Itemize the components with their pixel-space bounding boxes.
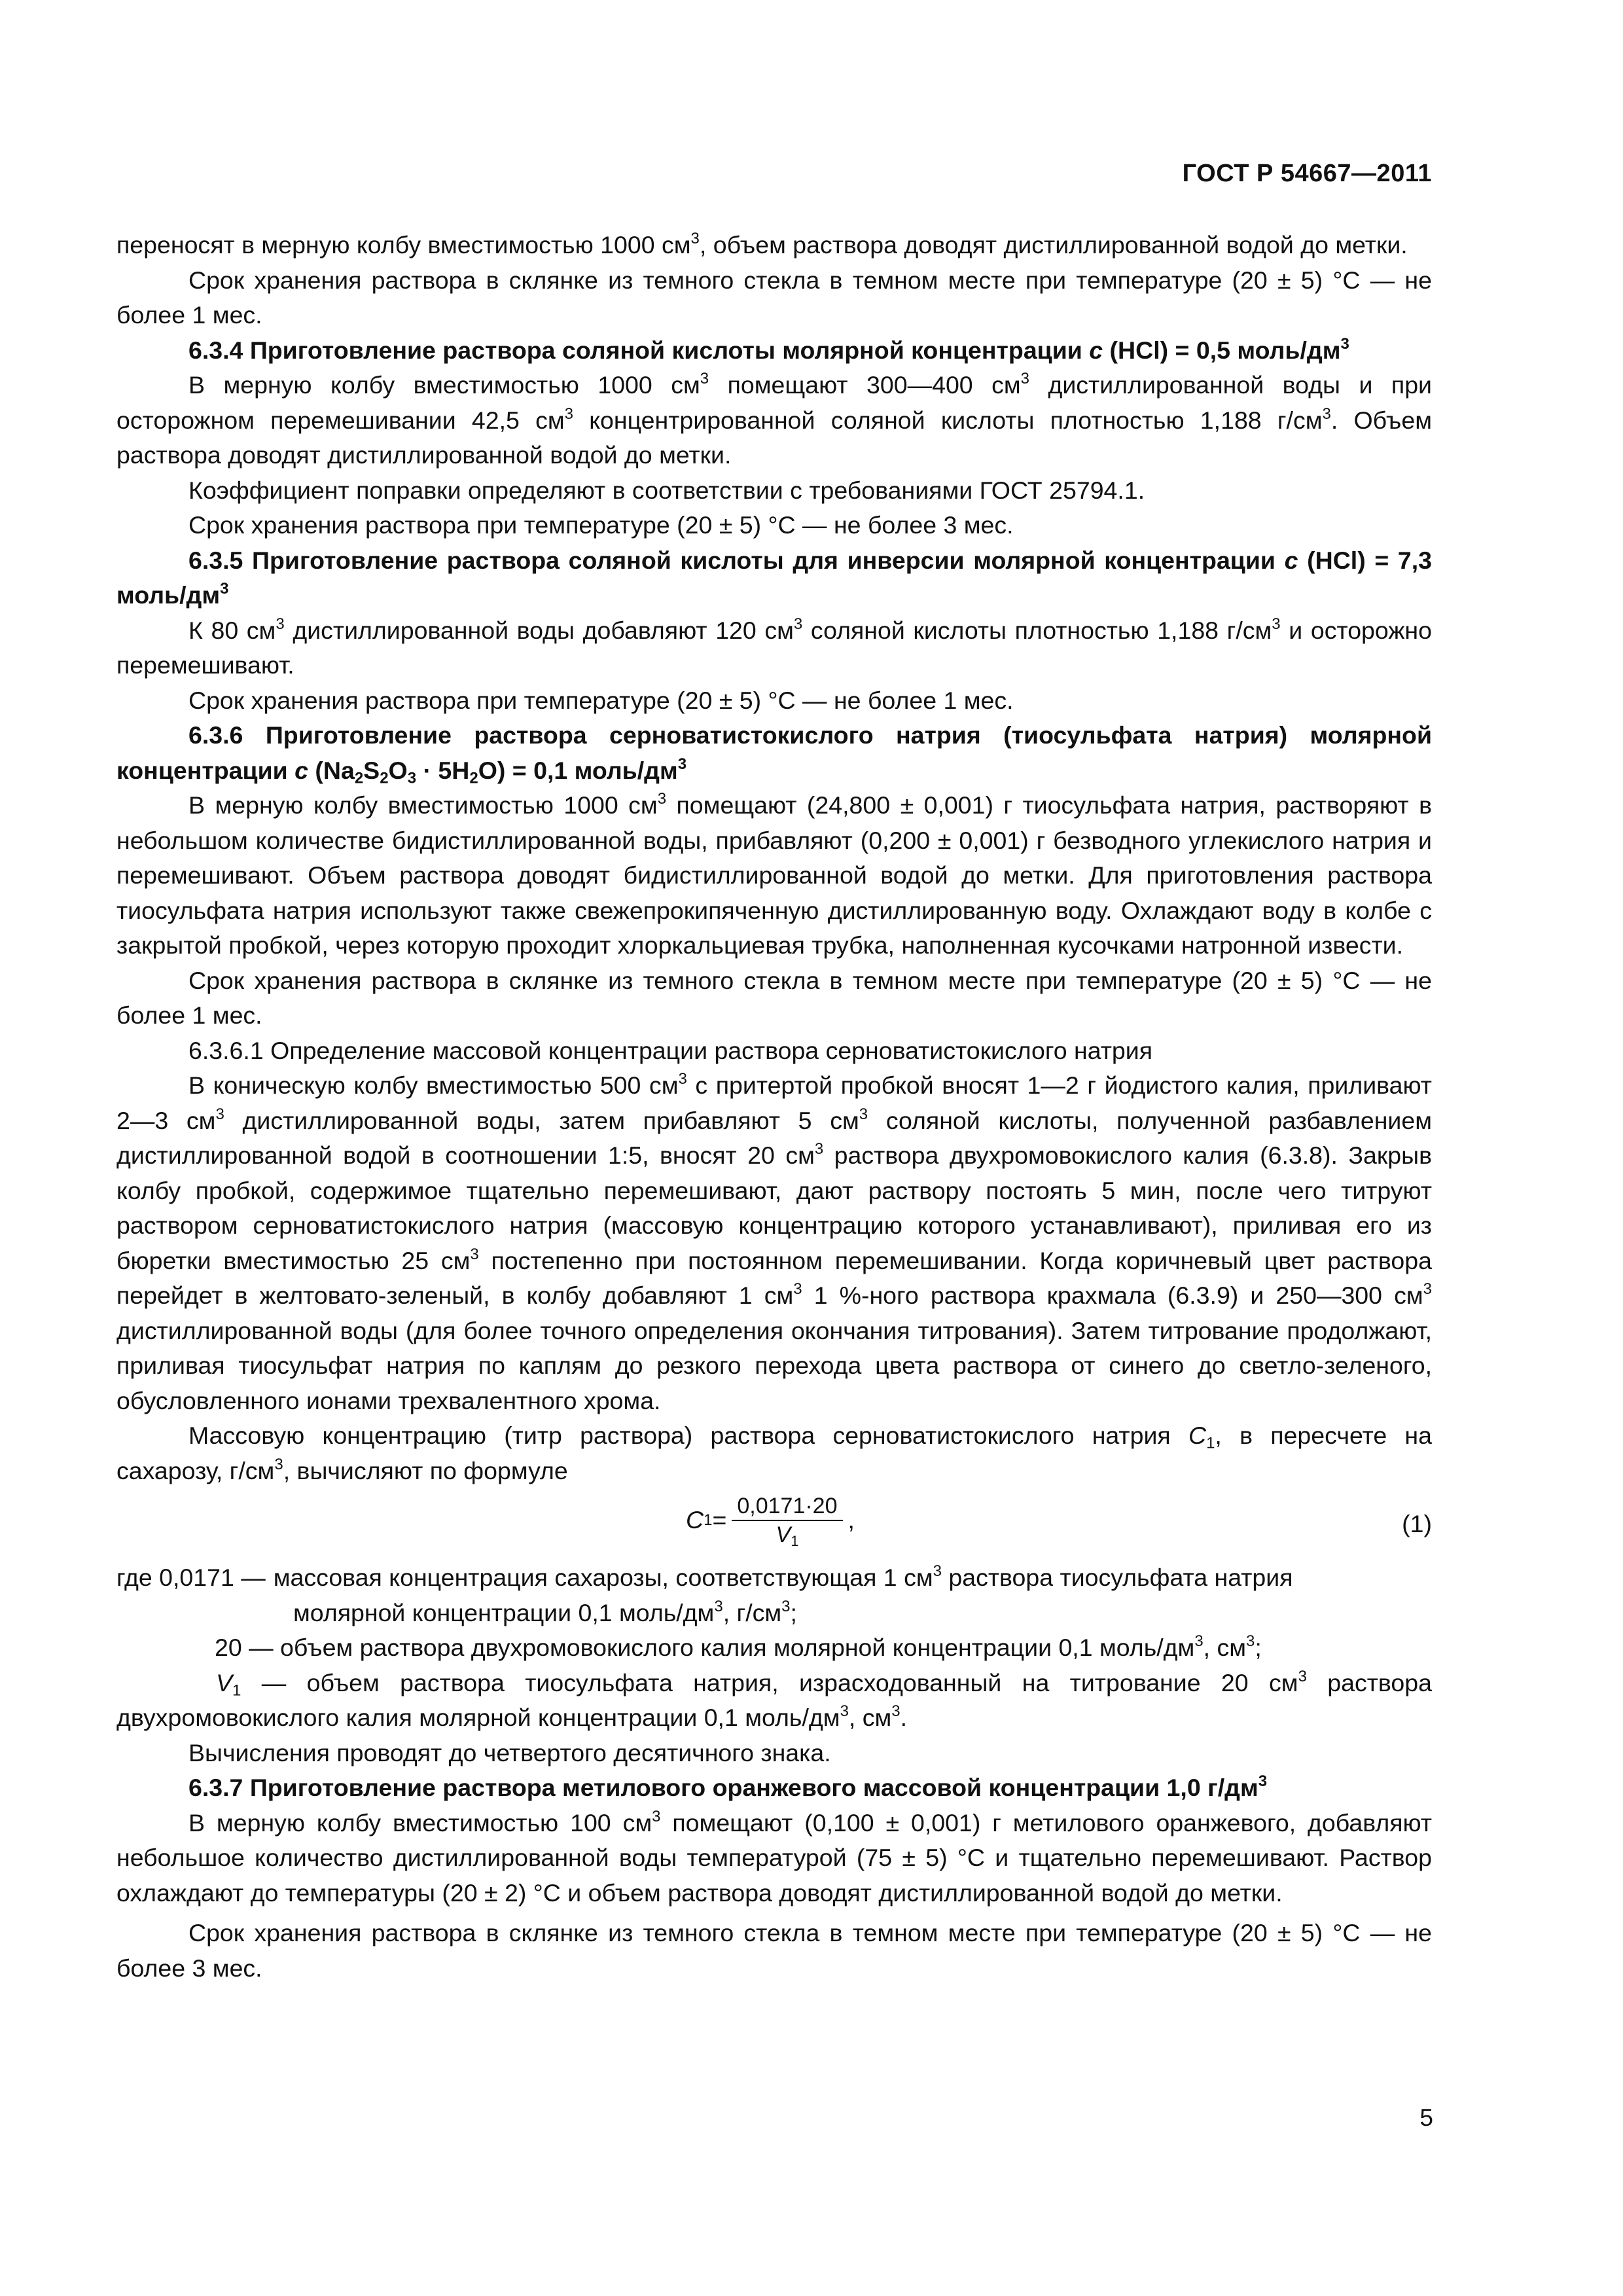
paragraph: Вычисления проводят до четвертого десятичного знака. <box>188 1738 831 1767</box>
formula-block <box>116 1488 1432 1560</box>
where-definition-continuation: молярной концентрации 0,1 моль/$дм^3$, $г/см^3$; <box>293 1597 797 1626</box>
equation-number: (1) <box>1402 1510 1432 1537</box>
paragraph: Срок хранения раствора в склянке из темного стекла в темном месте при температуре (20 ± 5) °С — не более 1 мес. <box>116 266 1432 329</box>
paragraph: Срок хранения раствора в склянке из темного стекла в темном месте при температуре (20 ± 5) °С — не более 3 мес. <box>116 1919 1432 1982</box>
where-item: $V_1$ — объем раствора тиосульфата натрия, израсходованный на титрование 20 $см^3$ раствора двухромовокислого калия молярной концентрации 0,1 моль/$дм^3$, $см^3$. <box>116 1667 1432 1731</box>
formula: С 1 = $\frac{0,0171\cdot 20}{V_1}$ , <box>686 1494 855 1550</box>
section-heading-6-3-7: 6.3.7 Приготовление раствора метилового оранжевого массовой концентрации 1,0 $г/дм^3$ <box>188 1772 1268 1801</box>
paragraph: К 80 $см^3$ дистиллированной воды добавляют 120 $см^3$ соляной кислоты плотностью 1,188 $г/см^3$ и осторожно перемешивают. <box>116 615 1433 679</box>
paragraph: Срок хранения раствора в склянке из темного стекла в темном месте при температуре (20 ± 5) °С — не более 1 мес. <box>116 966 1432 1029</box>
where-term: где 0,0171 — <box>116 1564 266 1591</box>
fraction-denominator: $V_1$ <box>776 1522 799 1550</box>
paragraph: В мерную колбу вместимостью 100 $см^3$ помещают (0,100 ± 0,001) г метилового оранжевого, добавляют небольшое количество дистиллированной воды температурой (75 ± 5) °С и тщательно перемешивают. Раствор охлаждают до температуры (20 ± 2) °С и объем раствора доводят дистиллированной водой до метки. <box>116 1807 1432 1907</box>
fraction <box>732 1492 842 1549</box>
paragraph: Массовую концентрацию (титр раствора) раствора серноватистокислого натрия $С_1$, в пересчете на сахарозу, $г/см^3$, вычисляют по формуле <box>116 1422 1432 1484</box>
subsection-heading-6-3-6-1: 6.3.6.1 Определение массовой концентрации раствора серноватистокислого натрия <box>188 1036 1153 1064</box>
fraction-numerator: 0,0171·20 <box>732 1492 842 1521</box>
section-heading-6-3-4: 6.3.4 Приготовление раствора соляной кислоты молярной концентрации с (HCl) = 0,5 моль/$дм^3$ <box>188 334 1349 364</box>
paragraph: В коническую колбу вместимостью 500 $см^3$ с притертой пробкой вносят 1—2 г йодистого калия, приливают 2—3 $см^3$ дистиллированной воды, затем прибавляют 5 $см^3$ соляной кислоты, полученной разбавлением дистиллированной водой в соотношении 1:5, вносят 20 $см^3$ раствора двухромовокислого калия (6.3.8). Закрыв колбу пробкой, содержимое тщательно перемешивают, дают раствору постоять 5 мин, после чего титруют раствором серноватистокислого натрия (массовую концентрацию которого устанавливают), приливая его из бюретки вместимостью 25 $см^3$ постепенно при постоянном перемешивании. Когда коричневый цвет раствора перейдет в желтовато-зеленый, в колбу добавляют 1 $см^3$ 1 %-ного раствора крахмала (6.3.9) и 250—300 $см^3$ дистиллированной воды (для более точного определения окончания титрования). Затем титрование продолжают, приливая тиосульфат натрия по каплям до резкого перехода цвета раствора от синего до светло-зеленого, обусловленного ионами трехвалентного хрома. <box>116 1070 1432 1414</box>
paragraph: В мерную колбу вместимостью 1000 $см^3$ помещают (24,800 ± 0,001) г тиосульфата натрия, растворяют в небольшом количестве бидистиллированной воды, прибавляют (0,200 ± 0,001) г безводного углекислого натрия и перемешивают. Объем раствора доводят бидистиллированной водой до метки. Для приготовления раствора тиосульфата натрия используют также свежепрокипяченную дистиллированную воду. Охлаждают воду в колбе с закрытой пробкой, через которую проходит хлоркальциевая трубка, наполненная кусочками натронной извести. <box>116 790 1432 959</box>
paragraph: Срок хранения раствора при температуре (20 ± 5) °С — не более 3 мес. <box>188 511 1014 539</box>
where-definition: массовая концентрация сахарозы, соответствующая 1 $см^3$ раствора тиосульфата натрия <box>273 1562 1293 1591</box>
paragraph: Срок хранения раствора при температуре (20 ± 5) °С — не более 1 мес. <box>188 686 1014 714</box>
paragraph: В мерную колбу вместимостью 1000 $см^3$ помещают 300—400 $см^3$ дистиллированной воды и при осторожном перемешивании 42,5 $см^3$ концентрированной соляной кислоты плотностью 1,188 $г/см^3$. Объем раствора доводят дистиллированной водой до метки. <box>116 370 1432 469</box>
paragraph: переносят в мерную колбу вместимостью 1000 $см^3$, объем раствора доводят дистиллированной водой до метки. <box>116 230 1408 259</box>
section-heading-6-3-6: 6.3.6 Приготовление раствора серноватистокислого натрия (тиосульфата натрия) молярной концентрации с $(Na_2S_2O_3 \cdot 5H_2O) = 0,1$ моль/$дм^3$ <box>116 721 1432 787</box>
page-number: 5 <box>1419 2104 1433 2131</box>
where-item <box>116 1560 1432 1596</box>
where-item: 20 — объем раствора двухромовокислого калия молярной концентрации 0,1 моль/$дм^3$, $см^3$; <box>215 1632 1262 1661</box>
document-header: ГОСТ Р 54667—2011 <box>1182 160 1432 187</box>
document-body <box>116 228 1432 1986</box>
paragraph: Коэффициент поправки определяют в соответствии с требованиями ГОСТ 25794.1. <box>188 476 1145 504</box>
section-heading-6-3-5: 6.3.5 Приготовление раствора соляной кислоты для инверсии молярной концентрации с (HCl) = 7,3 моль/$дм^3$ <box>116 546 1433 609</box>
